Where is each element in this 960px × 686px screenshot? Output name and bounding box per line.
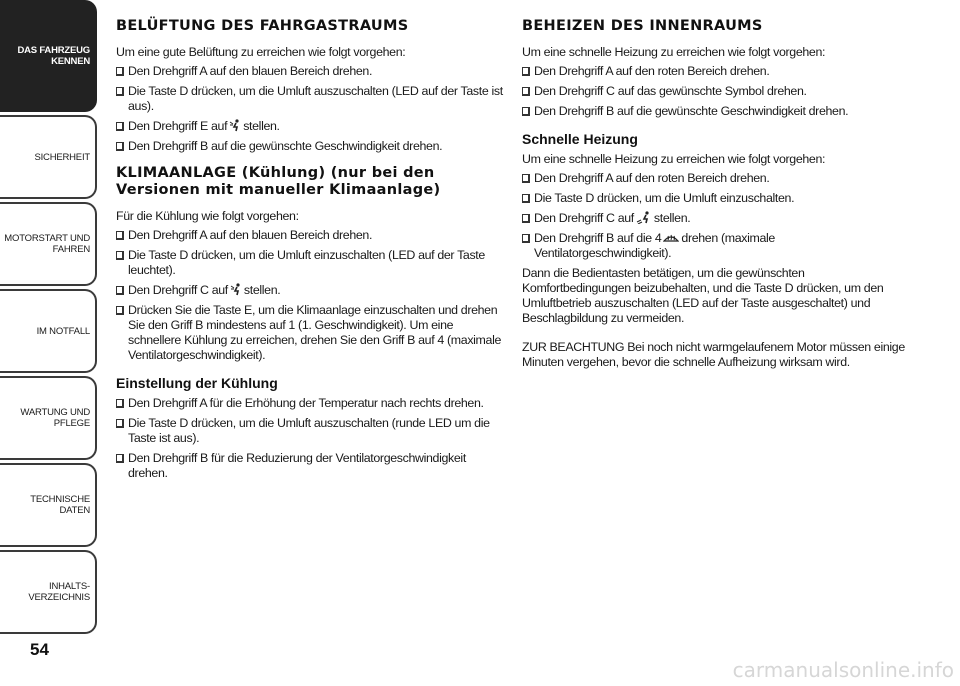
- list-item: Die Taste D drücken, um die Umluft einzuschalten (LED auf der Taste leuchtet).: [116, 248, 504, 278]
- list-item: Die Taste D drücken, um die Umluft einzuschalten.: [522, 191, 910, 206]
- list-item: Den Drehgriff A auf den roten Bereich drehen.: [522, 171, 910, 186]
- item-text: drehen (maximale Ventilatorgeschwindigkeit).: [534, 231, 775, 260]
- section-intro: Um eine gute Belüftung zu erreichen wie folgt vorgehen:: [116, 45, 406, 59]
- step-list: [116, 64, 504, 154]
- section-intro: Um eine schnelle Heizung zu erreichen wie folgt vorgehen:: [522, 45, 826, 59]
- list-item: Drücken Sie die Taste E, um die Klimaanlage einzuschalten und drehen Sie den Griff B mindestens auf 1 (1. Geschwindigkeit). Um eine schnellere Kühlung zu erreichen, drehen Sie den Griff B auf 4 (maximale Ventilatorgeschwindigkeit).: [116, 303, 504, 363]
- tab-wartung-und-pflege[interactable]: [0, 376, 97, 460]
- list-item: [116, 283, 504, 298]
- list-item: Die Taste D drücken, um die Umluft auszuschalten (LED auf der Taste ist aus).: [116, 84, 504, 114]
- list-item: [522, 231, 910, 261]
- defrost-windscreen-icon: [663, 232, 679, 244]
- list-item: Den Drehgriff B auf die gewünschte Geschwindigkeit drehen.: [522, 104, 910, 119]
- tab-im-notfall[interactable]: [0, 289, 97, 373]
- right-column: [522, 18, 910, 374]
- subsection-title-schnelle-heizung: Schnelle Heizung: [522, 131, 638, 147]
- section-title-beheizen: BEHEIZEN DES INNENRAUMS: [522, 18, 763, 34]
- page-number: 54: [30, 640, 49, 659]
- item-text: stellen.: [653, 211, 691, 225]
- list-item: Den Drehgriff B für die Reduzierung der Ventilatorgeschwindigkeit drehen.: [116, 451, 504, 481]
- air-distribution-feet-icon: [636, 211, 652, 224]
- tab-label: WARTUNG UND PFLEGE: [20, 407, 90, 429]
- left-column: [116, 18, 504, 486]
- list-item: Die Taste D drücken, um die Umluft auszuschalten (runde LED um die Taste ist aus).: [116, 416, 504, 446]
- step-list: [116, 228, 504, 363]
- tab-das-fahrzeug-kennen[interactable]: [0, 0, 97, 112]
- tab-label: MOTORSTART UND FAHREN: [4, 233, 90, 255]
- tab-inhaltsverzeichnis[interactable]: [0, 550, 97, 634]
- tab-sicherheit[interactable]: [0, 115, 97, 199]
- item-text: Den Drehgriff C auf: [128, 283, 228, 297]
- list-item: Den Drehgriff A auf den roten Bereich drehen.: [522, 64, 910, 79]
- paragraph-bedientasten: Dann die Bedientasten betätigen, um die gewünschten Komfortbedingungen beizubehalten, und die Taste D drücken, um den Umluftbetrieb auszuschalten (LED auf der Taste ausgeschaltet) und Beschlagbildung zu vermeiden.: [522, 266, 884, 325]
- subsection-title-einstellung: Einstellung der Kühlung: [116, 375, 278, 391]
- list-item: Den Drehgriff B auf die gewünschte Geschwindigkeit drehen.: [116, 139, 504, 154]
- tab-motorstart-und-fahren[interactable]: [0, 202, 97, 286]
- list-item: Den Drehgriff A für die Erhöhung der Temperatur nach rechts drehen.: [116, 396, 504, 411]
- watermark: carmanualsonline.info: [732, 658, 954, 682]
- step-list: [116, 396, 504, 481]
- section-intro: Für die Kühlung wie folgt vorgehen:: [116, 209, 299, 223]
- tab-label: SICHERHEIT: [34, 151, 90, 163]
- tab-label: DAS FAHRZEUG KENNEN: [17, 45, 90, 67]
- note-zur-beachtung: ZUR BEACHTUNG Bei noch nicht warmgelaufenem Motor müssen einige Minuten vergehen, bevor die schnelle Aufheizung wirksam wird.: [522, 340, 905, 369]
- list-item: [522, 211, 910, 226]
- tab-technische-daten[interactable]: [0, 463, 97, 547]
- step-list: [522, 171, 910, 261]
- air-distribution-face-icon: [229, 119, 241, 132]
- air-distribution-face-icon: [230, 283, 242, 296]
- step-list: [522, 64, 910, 119]
- item-text: stellen.: [243, 119, 280, 133]
- item-text: Den Drehgriff C auf: [534, 211, 634, 225]
- tab-label: INHALTS- VERZEICHNIS: [28, 581, 90, 603]
- section-title-belueftung: BELÜFTUNG DES FAHRGASTRAUMS: [116, 18, 409, 34]
- section-intro: Um eine schnelle Heizung zu erreichen wie folgt vorgehen:: [522, 152, 826, 166]
- list-item: Den Drehgriff A auf den blauen Bereich drehen.: [116, 64, 504, 79]
- list-item: Den Drehgriff A auf den blauen Bereich drehen.: [116, 228, 504, 243]
- item-text: stellen.: [243, 283, 281, 297]
- item-text: Den Drehgriff E auf: [128, 119, 228, 133]
- list-item: Den Drehgriff C auf das gewünschte Symbol drehen.: [522, 84, 910, 99]
- section-title-klimaanlage: KLIMAANLAGE (Kühlung) (nur bei den Versionen mit manueller Klimaanlage): [116, 165, 441, 198]
- list-item: [116, 119, 504, 134]
- tab-label: IM NOTFALL: [36, 325, 90, 337]
- tab-label: TECHNISCHE DATEN: [30, 494, 90, 516]
- chapter-tabs: [0, 0, 100, 640]
- item-text: Den Drehgriff B auf die 4: [534, 231, 662, 245]
